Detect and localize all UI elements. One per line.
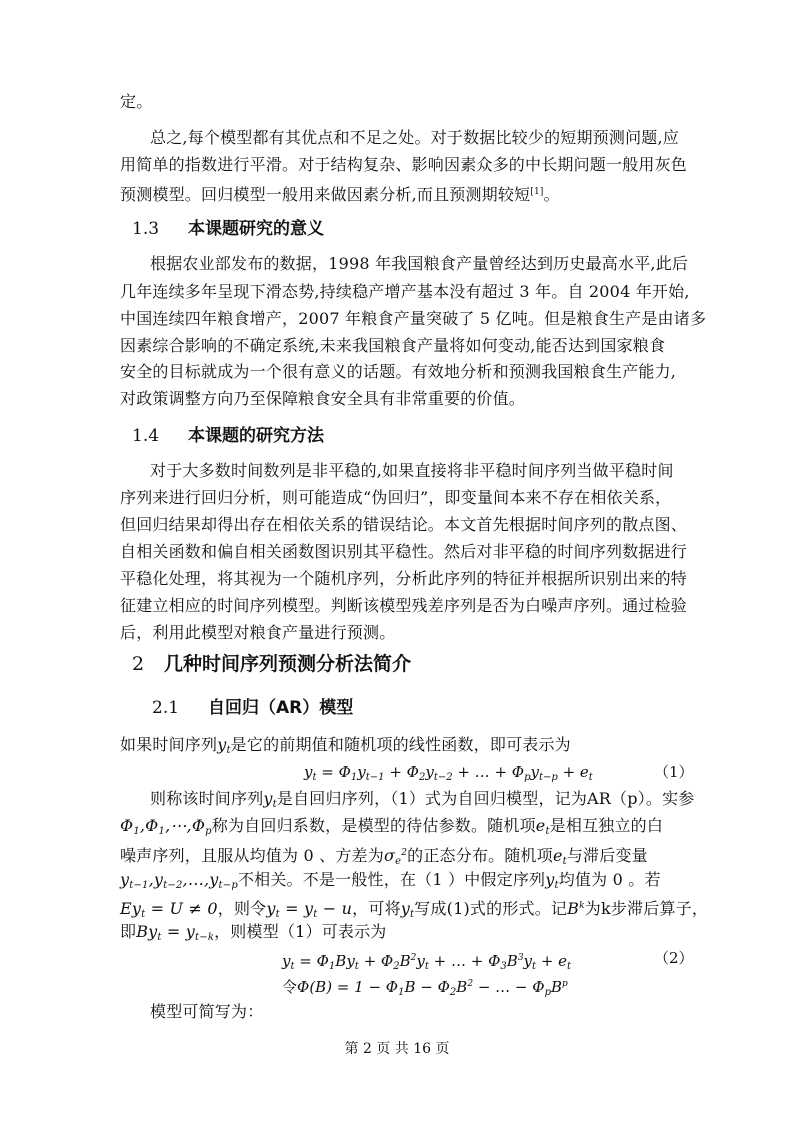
body-line: 平稳化处理，将其视为一个随机序列，分析此序列的特征并根据所识别出来的特: [120, 569, 688, 588]
body-line: 因素综合影响的不确定系统,未来我国粮食产量将如何变动,能否达到国家粮食: [120, 336, 666, 355]
body-line: 征建立相应的时间序列模型。判断该模型残差序列是否为白噪声序列。通过检验: [120, 596, 688, 615]
body-line: 几年连续多年呈现下滑态势,持续稳产增产基本没有超过 3 年。自 2004 年开始,: [120, 282, 690, 301]
body-line: 预测模型。回归模型一般用来做因素分析,而且预测期较短[1]。: [120, 185, 560, 204]
equation-3: 令$\Phi(B) = 1 - \Phi_1B - \Phi_2B^2$ − … − $\Phi_pB^p$: [282, 978, 568, 998]
body-line: 对于大多数时间数列是非平稳的,如果直接将非平稳时间序列当做平稳时间: [150, 461, 674, 480]
body-line: 模型可简写为：: [150, 1002, 264, 1021]
body-line: $Ey_t = U \ne 0$，则令$y_t = y_t - u$，可将$y_t$写成(1)式的形式。记$B^k$为k步滞后算子，: [120, 899, 709, 920]
body-line: $\Phi_1,\Phi_1,\cdots,\Phi_p$称为自回归系数，是模型的待估参数。随机项$e_t$是相互独立的白: [120, 816, 664, 837]
section-heading-1-3: 1.3 本课题研究的意义: [132, 219, 324, 239]
section-heading-2-1: 2.1 自回归（AR）模型: [152, 698, 354, 718]
section-heading-1-4: 1.4 本课题的研究方法: [132, 426, 324, 446]
body-line: 安全的目标就成为一个很有意义的话题。有效地分析和预测我国粮食生产能力,: [120, 362, 677, 381]
body-line: 序列来进行回归分析，则可能造成“伪回归”，即变量间本来不存在相依关系，: [120, 488, 672, 507]
body-line: 噪声序列，且服从均值为 0 、方差为$\sigma_e^2$的正态分布。随机项$e_t$与滞后变量: [120, 846, 648, 867]
page-footer: 第 2 页 共 16 页: [344, 1041, 450, 1057]
body-line: 中国连续四年粮食增产，2007 年粮食产量突破了 5 亿吨。但是粮食生产是由诸多: [120, 309, 707, 328]
body-line: 后，利用此模型对粮食产量进行预测。: [120, 623, 396, 642]
body-line: 用简单的指数进行平滑。对于结构复杂、影响因素众多的中长期问题一般用灰色: [120, 155, 688, 174]
body-line: 定。: [120, 92, 153, 111]
equation-number: （2）: [654, 949, 694, 967]
body-line: 自相关函数和偏自相关函数图识别其平稳性。然后对非平稳的时间序列数据进行: [120, 542, 688, 561]
body-line: 对政策调整方向乃至保障粮食安全具有非常重要的价值。: [120, 389, 526, 408]
citation-ref: [1]: [530, 187, 544, 197]
chapter-heading-2: 2 几种时间序列预测分析法简介: [132, 653, 412, 675]
equation-1: $y_t = \Phi_1y_{t-1} + \Phi_2y_{t-2}$ + … + $\Phi_py_{t-p} + e_t$: [304, 763, 593, 783]
equation-number: （1）: [654, 763, 694, 781]
body-line: 根据农业部发布的数据，1998 年我国粮食产量曾经达到历史最高水平,此后: [150, 254, 689, 273]
body-line: 如果时间序列$y_t$是它的前期值和随机项的线性函数，即可表示为: [120, 735, 571, 756]
body-line: 但回归结果却得出存在相依关系的错误结论。本文首先根据时间序列的散点图、: [120, 515, 688, 534]
body-line: 即$By_t = y_{t-k}$，则模型（1）可表示为: [120, 922, 387, 943]
body-line: $y_{t-1},y_{t-2},\dots,y_{t-p}$不相关。不是一般性，在（1 ）中假定序列$y_t$均值为 0 。若: [120, 870, 661, 891]
equation-2: $y_t = \Phi_1By_t + \Phi_2B^2y_t$ + … + $\Phi_3B^3y_t + e_t$: [282, 952, 572, 972]
body-line: 总之,每个模型都有其优点和不足之处。对于数据比较少的短期预测问题,应: [150, 128, 679, 147]
body-line: 则称该时间序列$y_t$是自回归序列，（1）式为自回归模型，记为AR（p）。实参: [150, 789, 695, 810]
